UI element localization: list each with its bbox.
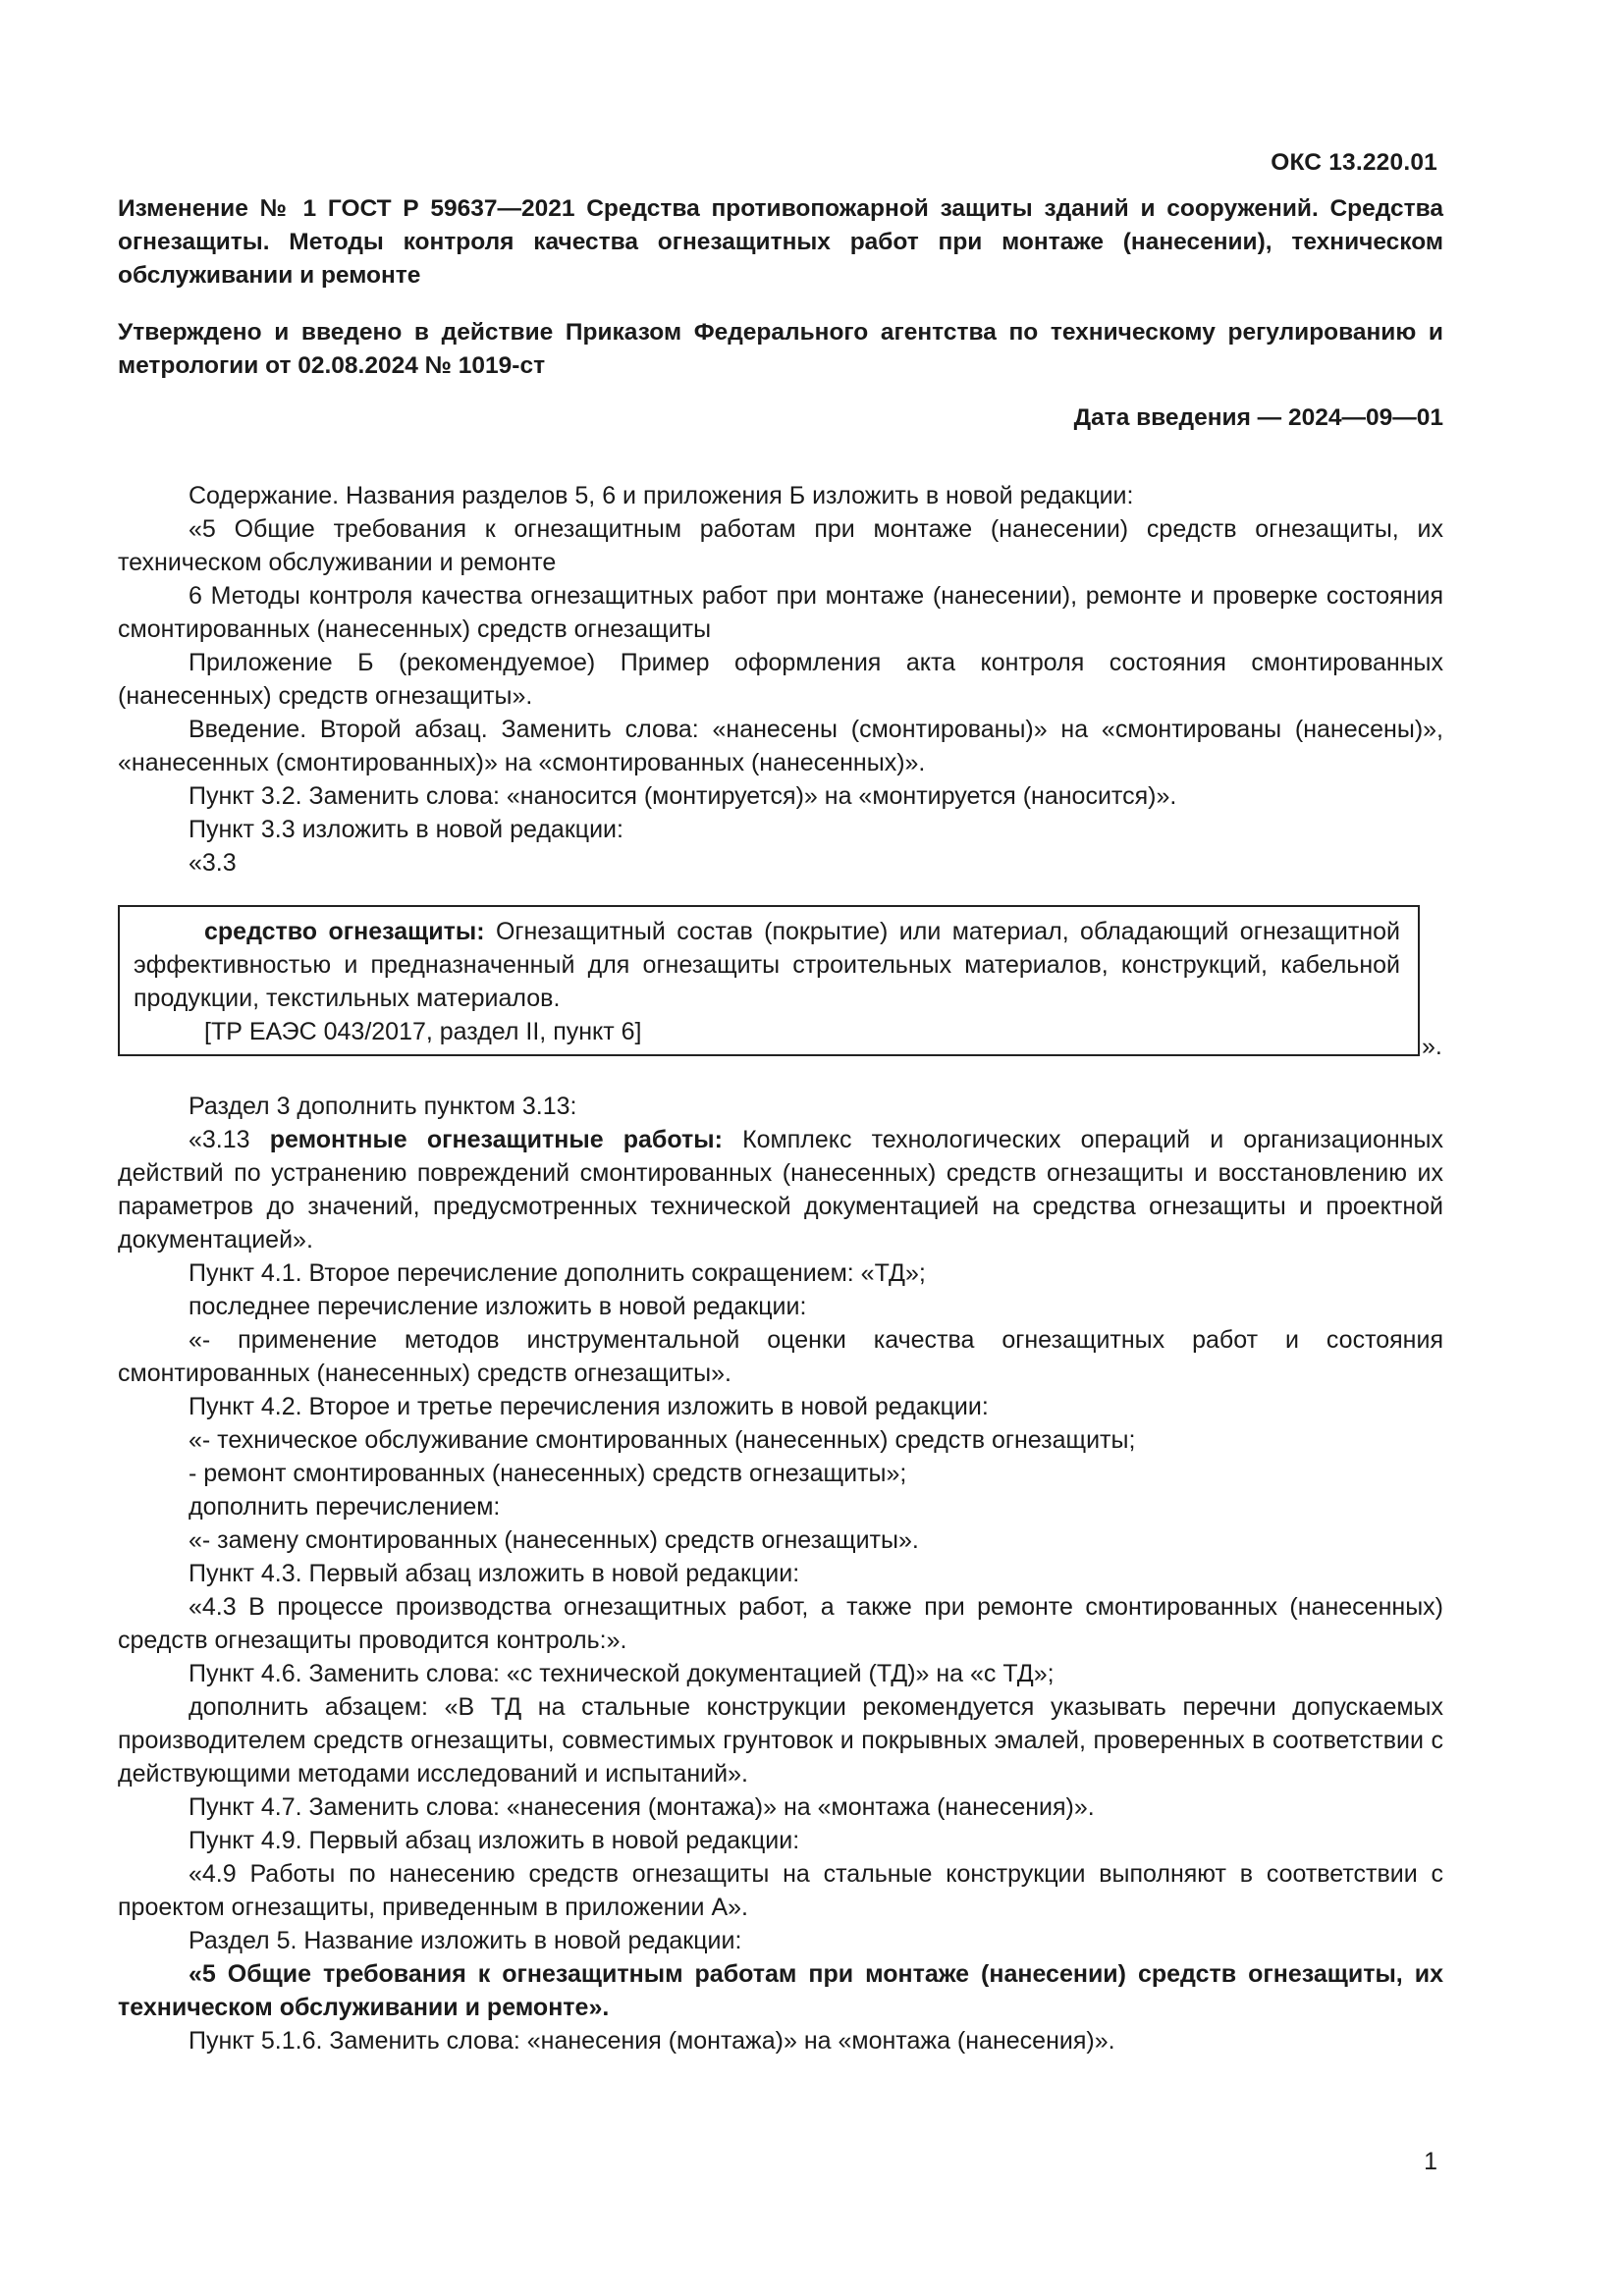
- item-number: «3.13: [189, 1126, 270, 1153]
- paragraph: - ремонт смонтированных (нанесенных) средств огнезащиты»;: [189, 1460, 907, 1487]
- paragraph: «3.3: [189, 849, 237, 877]
- paragraph: Содержание. Названия разделов 5, 6 и приложения Б изложить в новой редакции:: [189, 482, 1134, 509]
- paragraph: «- применение методов инструментальной оценки качества огнезащитных работ и состояния смонтированных (нанесенных) средств огнезащиты».: [118, 1326, 1443, 1387]
- term-definition: Комплекс технологических операций и организационных действий по устранению повреждений смонтированных (нанесенных) средств огнезащиты и восстановлению их параметров до значений, предусмотренных технической документацией на средства огнезащиты и проектной документацией».: [118, 1126, 1443, 1254]
- paragraph: Приложение Б (рекомендуемое) Пример оформления акта контроля состояния смонтированных (нанесенных) средств огнезащиты».: [118, 649, 1443, 710]
- section-changes: [118, 1090, 1443, 2057]
- definition-source: [ТР ЕАЭС 043/2017, раздел II, пункт 6]: [204, 1018, 642, 1045]
- paragraph: «- замену смонтированных (нанесенных) средств огнезащиты».: [189, 1526, 919, 1554]
- paragraph: «5 Общие требования к огнезащитным работам при монтаже (нанесении) средств огнезащиты, их техническом обслуживании и ремонте: [118, 515, 1443, 576]
- paragraph: Пункт 4.6. Заменить слова: «с технической документацией (ТД)» на «с ТД»;: [189, 1660, 1055, 1687]
- contents-changes: [118, 479, 1443, 880]
- paragraph: Пункт 4.2. Второе и третье перечисления изложить в новой редакции:: [189, 1393, 989, 1420]
- document-title: Изменение № 1 ГОСТ Р 59637—2021 Средства противопожарной защиты зданий и сооружений. Средства огнезащиты. Методы контроля качества огнезащитных работ при монтаже (нанесении), техническом обслуживании и ремонте: [118, 195, 1443, 289]
- paragraph: Раздел 3 дополнить пунктом 3.13:: [189, 1093, 577, 1120]
- effective-date: Дата введения — 2024—09—01: [1073, 404, 1443, 431]
- paragraph: последнее перечисление изложить в новой редакции:: [189, 1293, 807, 1320]
- term-repair-works: ремонтные огнезащитные работы:: [269, 1126, 723, 1153]
- paragraph: «4.9 Работы по нанесению средств огнезащиты на стальные конструкции выполняют в соответствии с проектом огнезащиты, приведенным в приложении А».: [118, 1860, 1443, 1921]
- paragraph: «4.3 В процессе производства огнезащитных работ, а также при ремонте смонтированных (нанесенных) средств огнезащиты проводится контроль:».: [118, 1593, 1443, 1654]
- paragraph: 6 Методы контроля качества огнезащитных работ при монтаже (нанесении), ремонте и проверке состояния смонтированных (нанесенных) средств огнезащиты: [118, 582, 1443, 643]
- paragraph: Введение. Второй абзац. Заменить слова: «нанесены (смонтированы)» на «смонтированы (нанесены)», «нанесенных (смонтированных)» на «смонтированных (нанесенных)».: [118, 716, 1443, 776]
- paragraph: Пункт 4.3. Первый абзац изложить в новой редакции:: [189, 1560, 800, 1587]
- paragraph: Пункт 5.1.6. Заменить слова: «нанесения (монтажа)» на «монтажа (нанесения)».: [189, 2027, 1115, 2055]
- paragraph: Пункт 4.1. Второе перечисление дополнить сокращением: «ТД»;: [189, 1259, 926, 1287]
- approval-statement: Утверждено и введено в действие Приказом Федерального агентства по техническому регулированию и метрологии от 02.08.2024 № 1019-ст: [118, 319, 1443, 379]
- paragraph: дополнить перечислением:: [189, 1493, 501, 1521]
- paragraph-3-13: [118, 1123, 1443, 1256]
- section-5-title: «5 Общие требования к огнезащитным работам при монтаже (нанесении) средств огнезащиты, их техническом обслуживании и ремонте».: [118, 1960, 1443, 2021]
- paragraph: дополнить абзацем: «В ТД на стальные конструкции рекомендуется указывать перечни допускаемых производителем средств огнезащиты, совместимых грунтовок и покрывных эмалей, проверенных в соответствии с действующими методами исследований и испытаний».: [118, 1693, 1443, 1788]
- definition-text: [134, 915, 1400, 1015]
- page-number: 1: [1424, 2148, 1437, 2175]
- frame-closing-quote: ».: [1422, 1033, 1442, 1060]
- paragraph: Пункт 4.7. Заменить слова: «нанесения (монтажа)» на «монтажа (нанесения)».: [189, 1793, 1095, 1821]
- paragraph: Пункт 3.3 изложить в новой редакции:: [189, 816, 623, 843]
- paragraph: Пункт 4.9. Первый абзац изложить в новой редакции:: [189, 1827, 800, 1854]
- definition-frame: [118, 905, 1420, 1056]
- paragraph: Раздел 5. Название изложить в новой редакции:: [189, 1927, 742, 1954]
- paragraph: Пункт 3.2. Заменить слова: «наносится (монтируется)» на «монтируется (наносится)».: [189, 782, 1177, 810]
- definition-term: средство огнезащиты:: [204, 918, 485, 945]
- paragraph: «- техническое обслуживание смонтированных (нанесенных) средств огнезащиты;: [189, 1426, 1136, 1454]
- definition-body: Огнезащитный состав (покрытие) или материал, обладающий огнезащитной эффективностью и предназначенный для огнезащиты строительных материалов, конструкций, кабельной продукции, текстильных материалов.: [134, 918, 1401, 1012]
- okc-code: ОКС 13.220.01: [1271, 149, 1437, 176]
